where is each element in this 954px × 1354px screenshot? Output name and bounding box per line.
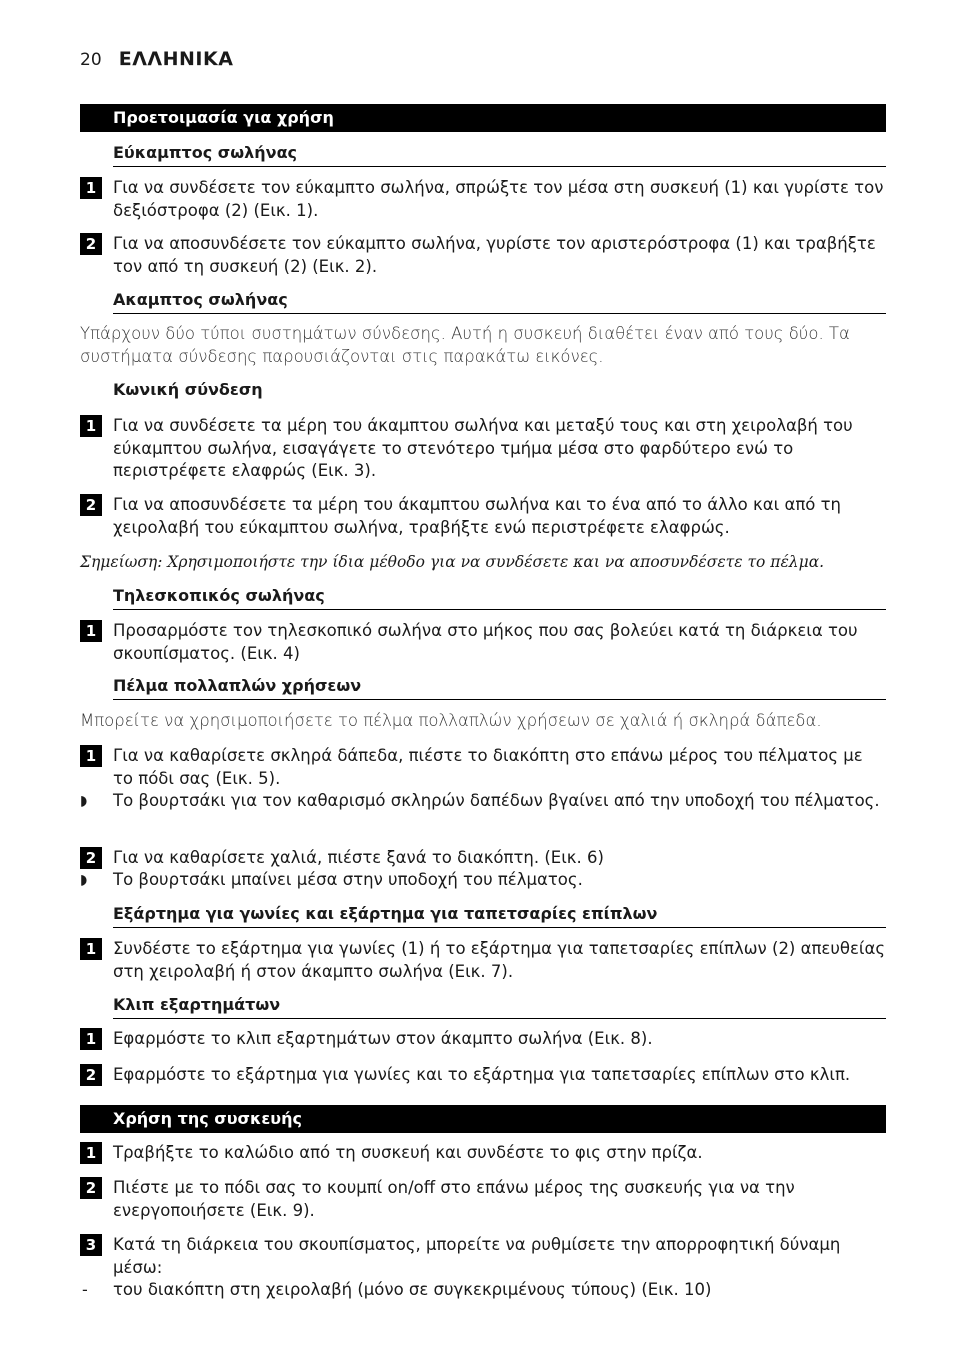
step-tele-1 [80,620,886,665]
step-number: 1 [80,938,102,960]
result-nozzle-2 [80,869,886,892]
result-nozzle-1 [80,790,886,813]
step-number: 3 [80,1234,102,1256]
step-text: Για να συνδέσετε τον εύκαμπτο σωλήνα, σπρώξτε τον μέσα στη συσκευή (1) και γυρίστε τον δεξιόστροφα (2) (Εικ. 1). [113,178,884,220]
step-clip-2 [80,1064,886,1087]
dash-item-use-1 [80,1279,886,1302]
result-arrow-icon: ◗ [80,872,88,888]
page-header [80,48,233,70]
language-label: ΕΛΛΗΝΙΚΑ [118,48,234,70]
dash-marker: - [82,1280,88,1299]
step-use-1 [80,1142,886,1165]
step-text: Για να καθαρίσετε σκληρά δάπεδα, πιέστε το διακόπτη στο επάνω μέρος του πέλματος με το πόδι σας (Εικ. 5). [113,746,863,788]
step-nozzle-1 [80,745,886,790]
step-text: Πιέστε με το πόδι σας το κουμπί on/off στο επάνω μέρος της συσκευής για να την ενεργοποιήσετε (Εικ. 9). [113,1178,795,1220]
note-text: Σημείωση: Χρησιμοποιήστε την ίδια μέθοδο για να συνδέσετε και να αποσυνδέσετε το πέλμα. [80,553,825,571]
subheading-crevice: Εξάρτημα για γωνίες και εξάρτημα για ταπετσαρίες επίπλων [113,904,886,928]
result-text: Το βουρτσάκι για τον καθαρισμό σκληρών δαπέδων βγαίνει από την υποδοχή του πέλματος. [113,791,880,810]
step-nozzle-2 [80,847,886,870]
subheading-conical: Κωνική σύνδεση [113,380,263,399]
step-number: 1 [80,620,102,642]
step-number: 1 [80,177,102,199]
dash-text: του διακόπτη στη χειρολαβή (μόνο σε συγκεκριμένους τύπους) (Εικ. 10) [113,1280,712,1299]
page-number: 20 [80,50,102,70]
step-crevice-1 [80,938,886,983]
nozzle-intro-text: Μπορείτε να χρησιμοποιήσετε το πέλμα πολλαπλών χρήσεων σε χαλιά ή σκληρά δάπεδα. [80,711,822,730]
step-number: 2 [80,847,102,869]
step-text: Τραβήξτε το καλώδιο από τη συσκευή και συνδέστε το φις στην πρίζα. [113,1143,703,1162]
result-arrow-icon: ◗ [80,793,88,809]
step-number: 1 [80,1142,102,1164]
subheading-flexible-hose: Εύκαμπτος σωλήνας [113,143,886,167]
step-text: Για να καθαρίσετε χαλιά, πιέστε ξανά το διακόπτη. (Εικ. 6) [113,848,604,867]
section-header-prep: Προετοιμασία για χρήση [80,104,886,132]
step-number: 1 [80,1028,102,1050]
step-text: Εφαρμόστε το εξάρτημα για γωνίες και το εξάρτημα για ταπετσαρίες επίπλων στο κλιπ. [113,1065,851,1084]
step-number: 2 [80,233,102,255]
section-header-use: Χρήση της συσκευής [80,1105,886,1133]
step-text: Για να αποσυνδέσετε τον εύκαμπτο σωλήνα, γυρίστε τον αριστερόστροφα (1) και τραβήξτε τον από τη συσκευή (2) (Εικ. 2). [113,234,876,276]
step-number: 2 [80,1177,102,1199]
step-number: 2 [80,1064,102,1086]
step-text: Συνδέστε το εξάρτημα για γωνίες (1) ή το εξάρτημα για ταπετσαρίες επίπλων (2) απευθείας στη χειρολαβή ή στον άκαμπτο σωλήνα (Εικ. 7). [113,939,886,981]
step-use-2 [80,1177,886,1222]
rigid-intro-text: Υπάρχουν δύο τύποι συστημάτων σύνδεσης. Αυτή η συσκευή διαθέτει έναν από τους δύο. Τα συστήματα σύνδεσης παρουσιάζονται στις παρακάτω εικόνες. [80,324,850,366]
step-text: Για να αποσυνδέσετε τα μέρη του άκαμπτου σωλήνα και το ένα από το άλλο και από τη χειρολαβή του εύκαμπτου σωλήνα, τραβήξτε ενώ περιστρέφετε ελαφρώς. [113,495,841,537]
subheading-rigid-hose: Ακαμπτος σωλήνας [113,290,886,314]
step-text: Για να συνδέσετε τα μέρη του άκαμπτου σωλήνα και μεταξύ τους και στη χειρολαβή του εύκαμπτου σωλήνα, εισαγάγετε το στενότερο τμήμα μέσα στο φαρδύτερο ενώ το περιστρέφετε ελαφρώς (Εικ. 3). [113,416,853,480]
step-rigid-2 [80,494,886,539]
step-number: 2 [80,494,102,516]
subheading-telescopic: Τηλεσκοπικός σωλήνας [113,586,886,610]
step-number: 1 [80,745,102,767]
result-text: Το βουρτσάκι μπαίνει μέσα στην υποδοχή του πέλματος. [113,870,583,889]
step-number: 1 [80,415,102,437]
step-rigid-1 [80,415,886,483]
subheading-nozzle: Πέλμα πολλαπλών χρήσεων [113,676,886,700]
step-use-3 [80,1234,886,1279]
step-text: Κατά τη διάρκεια του σκουπίσματος, μπορείτε να ρυθμίσετε την απορροφητική δύναμη μέσω: [113,1235,841,1277]
step-text: Εφαρμόστε το κλιπ εξαρτημάτων στον άκαμπτο σωλήνα (Εικ. 8). [113,1029,653,1048]
step-text: Προσαρμόστε τον τηλεσκοπικό σωλήνα στο μήκος που σας βολεύει κατά τη διάρκεια του σκουπίσματος. (Εικ. 4) [113,621,858,663]
step-clip-1 [80,1028,886,1051]
subheading-clip: Κλιπ εξαρτημάτων [113,995,886,1019]
step-flex-2 [80,233,886,278]
step-flex-1 [80,177,886,222]
